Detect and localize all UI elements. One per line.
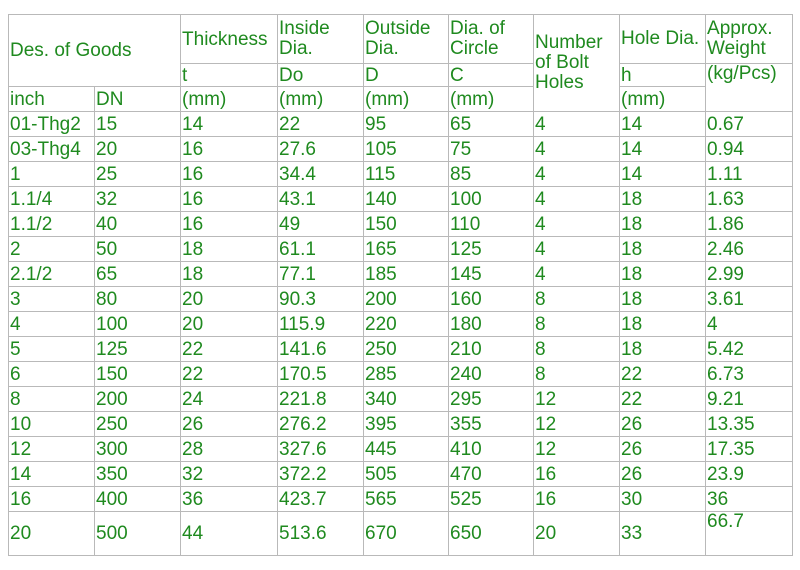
cell-inside-dia: 141.6 <box>278 337 364 362</box>
cell-inch: 03-Thg4 <box>9 137 95 162</box>
cell-dia-of-circle: 145 <box>449 262 534 287</box>
cell-dn: 65 <box>95 262 181 287</box>
cell-outside-dia: 565 <box>364 487 449 512</box>
cell-outside-dia: 185 <box>364 262 449 287</box>
header-hole-dia: Hole Dia. <box>620 15 706 64</box>
cell-inch: 3 <box>9 287 95 312</box>
cell-dia-of-circle: 65 <box>449 112 534 137</box>
cell-thickness: 20 <box>181 312 278 337</box>
cell-dn: 400 <box>95 487 181 512</box>
table-row <box>9 237 793 262</box>
cell-weight: 0.94 <box>706 137 793 162</box>
cell-dia-of-circle: 160 <box>449 287 534 312</box>
table-row <box>9 437 793 462</box>
cell-inch: 20 <box>9 512 95 556</box>
unit-outside-dia: (mm) <box>364 87 449 112</box>
cell-thickness: 16 <box>181 137 278 162</box>
cell-dn: 300 <box>95 437 181 462</box>
unit-inch: inch <box>9 87 95 112</box>
cell-inside-dia: 22 <box>278 112 364 137</box>
cell-dn: 250 <box>95 412 181 437</box>
table-row <box>9 162 793 187</box>
cell-dia-of-circle: 180 <box>449 312 534 337</box>
cell-thickness: 18 <box>181 262 278 287</box>
cell-inch: 1.1/2 <box>9 212 95 237</box>
cell-hole-dia: 18 <box>620 337 706 362</box>
cell-hole-dia: 14 <box>620 137 706 162</box>
cell-outside-dia: 395 <box>364 412 449 437</box>
cell-inch: 6 <box>9 362 95 387</box>
cell-thickness: 32 <box>181 462 278 487</box>
cell-thickness: 36 <box>181 487 278 512</box>
cell-outside-dia: 340 <box>364 387 449 412</box>
cell-bolt-holes: 20 <box>534 512 620 556</box>
cell-inside-dia: 43.1 <box>278 187 364 212</box>
cell-dia-of-circle: 650 <box>449 512 534 556</box>
cell-dia-of-circle: 470 <box>449 462 534 487</box>
cell-dia-of-circle: 110 <box>449 212 534 237</box>
cell-dn: 15 <box>95 112 181 137</box>
cell-outside-dia: 220 <box>364 312 449 337</box>
symbol-hole-dia: h <box>620 64 706 87</box>
cell-inside-dia: 423.7 <box>278 487 364 512</box>
cell-thickness: 18 <box>181 237 278 262</box>
cell-weight: 2.99 <box>706 262 793 287</box>
cell-bolt-holes: 4 <box>534 262 620 287</box>
header-thickness: Thickness <box>181 15 278 64</box>
cell-weight: 1.63 <box>706 187 793 212</box>
symbol-outside-dia: D <box>364 64 449 87</box>
symbol-dia-of-circle: C <box>449 64 534 87</box>
table-row <box>9 112 793 137</box>
table-row <box>9 287 793 312</box>
cell-dn: 50 <box>95 237 181 262</box>
cell-weight: 13.35 <box>706 412 793 437</box>
cell-thickness: 22 <box>181 337 278 362</box>
header-inside-dia: Inside Dia. <box>278 15 364 64</box>
cell-bolt-holes: 4 <box>534 187 620 212</box>
cell-outside-dia: 165 <box>364 237 449 262</box>
table-row <box>9 312 793 337</box>
cell-inside-dia: 276.2 <box>278 412 364 437</box>
cell-dn: 125 <box>95 337 181 362</box>
cell-dia-of-circle: 125 <box>449 237 534 262</box>
flange-dimensions-table <box>8 14 793 556</box>
unit-weight: (kg/Pcs) <box>706 64 793 112</box>
unit-hole-dia: (mm) <box>620 87 706 112</box>
cell-outside-dia: 505 <box>364 462 449 487</box>
cell-inch: 2.1/2 <box>9 262 95 287</box>
unit-dn: DN <box>95 87 181 112</box>
table-row <box>9 362 793 387</box>
cell-weight: 17.35 <box>706 437 793 462</box>
cell-inside-dia: 221.8 <box>278 387 364 412</box>
cell-bolt-holes: 8 <box>534 312 620 337</box>
cell-thickness: 28 <box>181 437 278 462</box>
cell-inch: 16 <box>9 487 95 512</box>
cell-weight: 4 <box>706 312 793 337</box>
table-row <box>9 387 793 412</box>
cell-thickness: 22 <box>181 362 278 387</box>
table-row <box>9 262 793 287</box>
cell-inside-dia: 34.4 <box>278 162 364 187</box>
cell-hole-dia: 18 <box>620 287 706 312</box>
cell-dia-of-circle: 75 <box>449 137 534 162</box>
cell-dn: 32 <box>95 187 181 212</box>
unit-inside-dia: (mm) <box>278 87 364 112</box>
cell-inside-dia: 115.9 <box>278 312 364 337</box>
table-row <box>9 337 793 362</box>
cell-outside-dia: 105 <box>364 137 449 162</box>
symbol-thickness: t <box>181 64 278 87</box>
cell-weight: 0.67 <box>706 112 793 137</box>
cell-weight: 3.61 <box>706 287 793 312</box>
cell-weight: 1.86 <box>706 212 793 237</box>
cell-hole-dia: 18 <box>620 262 706 287</box>
cell-hole-dia: 18 <box>620 187 706 212</box>
cell-dia-of-circle: 85 <box>449 162 534 187</box>
cell-weight: 66.7 <box>706 512 793 556</box>
cell-hole-dia: 26 <box>620 412 706 437</box>
cell-hole-dia: 14 <box>620 112 706 137</box>
cell-weight: 9.21 <box>706 387 793 412</box>
cell-outside-dia: 250 <box>364 337 449 362</box>
symbol-inside-dia: Do <box>278 64 364 87</box>
table-row <box>9 412 793 437</box>
cell-hole-dia: 18 <box>620 312 706 337</box>
cell-dn: 350 <box>95 462 181 487</box>
cell-hole-dia: 26 <box>620 437 706 462</box>
cell-inside-dia: 372.2 <box>278 462 364 487</box>
cell-inside-dia: 327.6 <box>278 437 364 462</box>
cell-thickness: 16 <box>181 162 278 187</box>
table-row <box>9 212 793 237</box>
cell-hole-dia: 33 <box>620 512 706 556</box>
cell-thickness: 16 <box>181 187 278 212</box>
cell-bolt-holes: 8 <box>534 362 620 387</box>
cell-bolt-holes: 8 <box>534 337 620 362</box>
cell-bolt-holes: 16 <box>534 462 620 487</box>
cell-inside-dia: 61.1 <box>278 237 364 262</box>
cell-dn: 80 <box>95 287 181 312</box>
cell-inside-dia: 90.3 <box>278 287 364 312</box>
cell-bolt-holes: 12 <box>534 412 620 437</box>
cell-inch: 01-Thg2 <box>9 112 95 137</box>
cell-weight: 36 <box>706 487 793 512</box>
cell-dn: 200 <box>95 387 181 412</box>
cell-bolt-holes: 16 <box>534 487 620 512</box>
cell-hole-dia: 18 <box>620 212 706 237</box>
cell-hole-dia: 14 <box>620 162 706 187</box>
cell-dn: 40 <box>95 212 181 237</box>
cell-bolt-holes: 4 <box>534 112 620 137</box>
cell-hole-dia: 30 <box>620 487 706 512</box>
cell-dia-of-circle: 240 <box>449 362 534 387</box>
cell-inside-dia: 27.6 <box>278 137 364 162</box>
cell-dn: 500 <box>95 512 181 556</box>
cell-outside-dia: 150 <box>364 212 449 237</box>
cell-dia-of-circle: 210 <box>449 337 534 362</box>
cell-hole-dia: 18 <box>620 237 706 262</box>
cell-bolt-holes: 12 <box>534 387 620 412</box>
table-row <box>9 137 793 162</box>
cell-outside-dia: 115 <box>364 162 449 187</box>
cell-dn: 20 <box>95 137 181 162</box>
header-des-of-goods: Des. of Goods <box>9 15 181 87</box>
cell-inside-dia: 77.1 <box>278 262 364 287</box>
cell-inside-dia: 170.5 <box>278 362 364 387</box>
table-row <box>9 462 793 487</box>
table-row <box>9 487 793 512</box>
cell-bolt-holes: 4 <box>534 237 620 262</box>
cell-dia-of-circle: 100 <box>449 187 534 212</box>
table-row <box>9 512 793 556</box>
header-approx-weight: Approx. Weight <box>706 15 793 64</box>
cell-outside-dia: 285 <box>364 362 449 387</box>
cell-dia-of-circle: 525 <box>449 487 534 512</box>
cell-dn: 150 <box>95 362 181 387</box>
cell-inside-dia: 513.6 <box>278 512 364 556</box>
cell-inch: 12 <box>9 437 95 462</box>
cell-dn: 100 <box>95 312 181 337</box>
cell-bolt-holes: 4 <box>534 212 620 237</box>
cell-bolt-holes: 8 <box>534 287 620 312</box>
cell-bolt-holes: 12 <box>534 437 620 462</box>
cell-weight: 5.42 <box>706 337 793 362</box>
cell-thickness: 16 <box>181 212 278 237</box>
cell-thickness: 26 <box>181 412 278 437</box>
unit-dia-of-circle: (mm) <box>449 87 534 112</box>
cell-thickness: 24 <box>181 387 278 412</box>
cell-inch: 14 <box>9 462 95 487</box>
cell-weight: 1.11 <box>706 162 793 187</box>
cell-inch: 10 <box>9 412 95 437</box>
cell-outside-dia: 95 <box>364 112 449 137</box>
cell-outside-dia: 670 <box>364 512 449 556</box>
cell-weight: 2.46 <box>706 237 793 262</box>
table-row <box>9 187 793 212</box>
header-dia-of-circle: Dia. of Circle <box>449 15 534 64</box>
cell-bolt-holes: 4 <box>534 162 620 187</box>
cell-inch: 1 <box>9 162 95 187</box>
cell-inch: 5 <box>9 337 95 362</box>
cell-dn: 25 <box>95 162 181 187</box>
cell-inch: 1.1/4 <box>9 187 95 212</box>
cell-outside-dia: 140 <box>364 187 449 212</box>
cell-bolt-holes: 4 <box>534 137 620 162</box>
cell-thickness: 20 <box>181 287 278 312</box>
cell-dia-of-circle: 295 <box>449 387 534 412</box>
unit-thickness: (mm) <box>181 87 278 112</box>
cell-thickness: 44 <box>181 512 278 556</box>
header-outside-dia: Outside Dia. <box>364 15 449 64</box>
cell-inch: 8 <box>9 387 95 412</box>
cell-hole-dia: 22 <box>620 362 706 387</box>
table-body <box>9 112 793 556</box>
cell-hole-dia: 26 <box>620 462 706 487</box>
cell-outside-dia: 200 <box>364 287 449 312</box>
cell-inside-dia: 49 <box>278 212 364 237</box>
cell-dia-of-circle: 410 <box>449 437 534 462</box>
cell-weight: 6.73 <box>706 362 793 387</box>
header-number-of-bolt-holes: Number of Bolt Holes <box>534 15 620 112</box>
cell-weight: 23.9 <box>706 462 793 487</box>
cell-thickness: 14 <box>181 112 278 137</box>
cell-hole-dia: 22 <box>620 387 706 412</box>
cell-inch: 4 <box>9 312 95 337</box>
cell-dia-of-circle: 355 <box>449 412 534 437</box>
cell-inch: 2 <box>9 237 95 262</box>
cell-outside-dia: 445 <box>364 437 449 462</box>
